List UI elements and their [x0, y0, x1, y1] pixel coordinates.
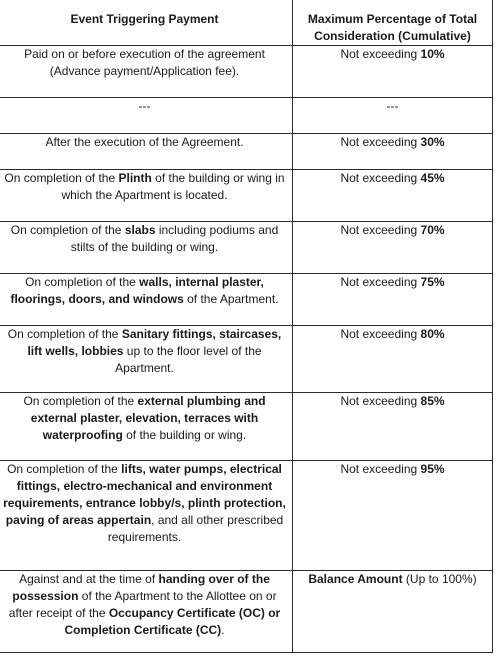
event-text-bold: walls, internal plaster, floorings, doors, and windows: [10, 275, 264, 306]
percentage-prefix: Not exceeding: [340, 275, 421, 289]
event-cell: [0, 222, 293, 274]
percentage-prefix: Not exceeding: [340, 171, 421, 185]
event-text: On completion of the: [25, 275, 140, 289]
event-text: On completion of the: [10, 223, 125, 237]
table-row: [0, 46, 493, 98]
percentage-suffix: (Up to 100%): [402, 572, 477, 586]
event-cell: [0, 98, 293, 134]
event-text: including podiums and stilts of the building or wing.: [70, 223, 279, 254]
event-cell: [0, 170, 293, 222]
percentage-value: Balance Amount: [308, 572, 403, 586]
percentage-cell: [293, 46, 493, 98]
table-row: [0, 98, 493, 134]
event-text: Paid on or before execution of the agreement (Advance payment/Application fee).: [24, 47, 265, 78]
percentage-cell: [293, 326, 493, 393]
event-text: Against and at the time of: [19, 572, 159, 586]
percentage-prefix: Not exceeding: [340, 462, 421, 476]
table-row: [0, 461, 493, 571]
event-cell: [0, 274, 293, 326]
percentage-prefix: Not exceeding: [340, 223, 421, 237]
event-cell: [0, 393, 293, 461]
percentage-value: 10%: [420, 47, 445, 61]
event-text: , and all other prescribed requirements.: [107, 513, 284, 544]
percentage-value: 75%: [420, 275, 445, 289]
table-row: [0, 222, 493, 274]
percentage-prefix: ---: [386, 99, 399, 113]
event-cell: [0, 571, 293, 653]
table-row: [0, 393, 493, 461]
event-cell: [0, 46, 293, 98]
event-text-bold: lifts, water pumps, electrical fittings, electro-mechanical and environment requirements, entrance lobby/s, plinth protection, paving of areas appertain: [3, 462, 286, 527]
event-text-bold: slabs: [124, 223, 156, 237]
event-text: On completion of the: [4, 171, 119, 185]
percentage-cell: [293, 274, 493, 326]
table-row: [0, 170, 493, 222]
table-row: [0, 571, 493, 653]
event-cell: [0, 461, 293, 571]
percentage-cell: [293, 134, 493, 170]
event-text-bold: Occupancy Certificate (OC) or Completion Certificate (CC): [64, 606, 281, 637]
event-text: .: [221, 623, 225, 637]
event-text: On completion of the: [7, 327, 122, 341]
percentage-value: 30%: [420, 135, 445, 149]
percentage-cell: [293, 393, 493, 461]
event-text: of the Apartment to the Allottee on or after receipt of the: [8, 589, 277, 620]
table-row: [0, 326, 493, 393]
table-body: [0, 46, 493, 653]
event-text-bold: Plinth: [118, 171, 152, 185]
percentage-value: 95%: [420, 462, 445, 476]
header-event: Event Triggering Payment: [0, 0, 293, 46]
event-text: On completion of the: [7, 462, 122, 476]
percentage-value: 80%: [420, 327, 445, 341]
percentage-value: 45%: [420, 171, 445, 185]
percentage-prefix: Not exceeding: [340, 47, 421, 61]
table-row: [0, 274, 493, 326]
event-text: After the execution of the Agreement.: [45, 135, 244, 149]
event-text: of the Apartment.: [183, 292, 279, 306]
event-text: On completion of the: [23, 394, 138, 408]
event-text: of the building or wing in which the Apartment is located.: [61, 171, 285, 202]
table-row: [0, 134, 493, 170]
percentage-prefix: Not exceeding: [340, 327, 421, 341]
header-percentage: Maximum Percentage of Total Consideration (Cumulative): [293, 0, 493, 46]
event-text: up to the floor level of the Apartment.: [115, 344, 262, 375]
percentage-cell: [293, 170, 493, 222]
event-cell: [0, 134, 293, 170]
percentage-cell: [293, 98, 493, 134]
header-row: [0, 0, 493, 46]
percentage-cell: [293, 571, 493, 653]
percentage-cell: [293, 461, 493, 571]
event-text-bold: external plumbing and external plaster, elevation, terraces with waterproofing: [30, 394, 266, 442]
percentage-value: 70%: [420, 223, 445, 237]
event-cell: [0, 326, 293, 393]
percentage-value: 85%: [420, 394, 445, 408]
percentage-prefix: Not exceeding: [340, 135, 421, 149]
percentage-cell: [293, 222, 493, 274]
event-text: of the building or wing.: [122, 428, 247, 442]
event-text: ---: [138, 99, 151, 113]
event-text-bold: Sanitary fittings, staircases, lift wells, lobbies: [27, 327, 282, 358]
percentage-prefix: Not exceeding: [340, 394, 421, 408]
event-text-bold: handing over of the possession: [12, 572, 270, 603]
